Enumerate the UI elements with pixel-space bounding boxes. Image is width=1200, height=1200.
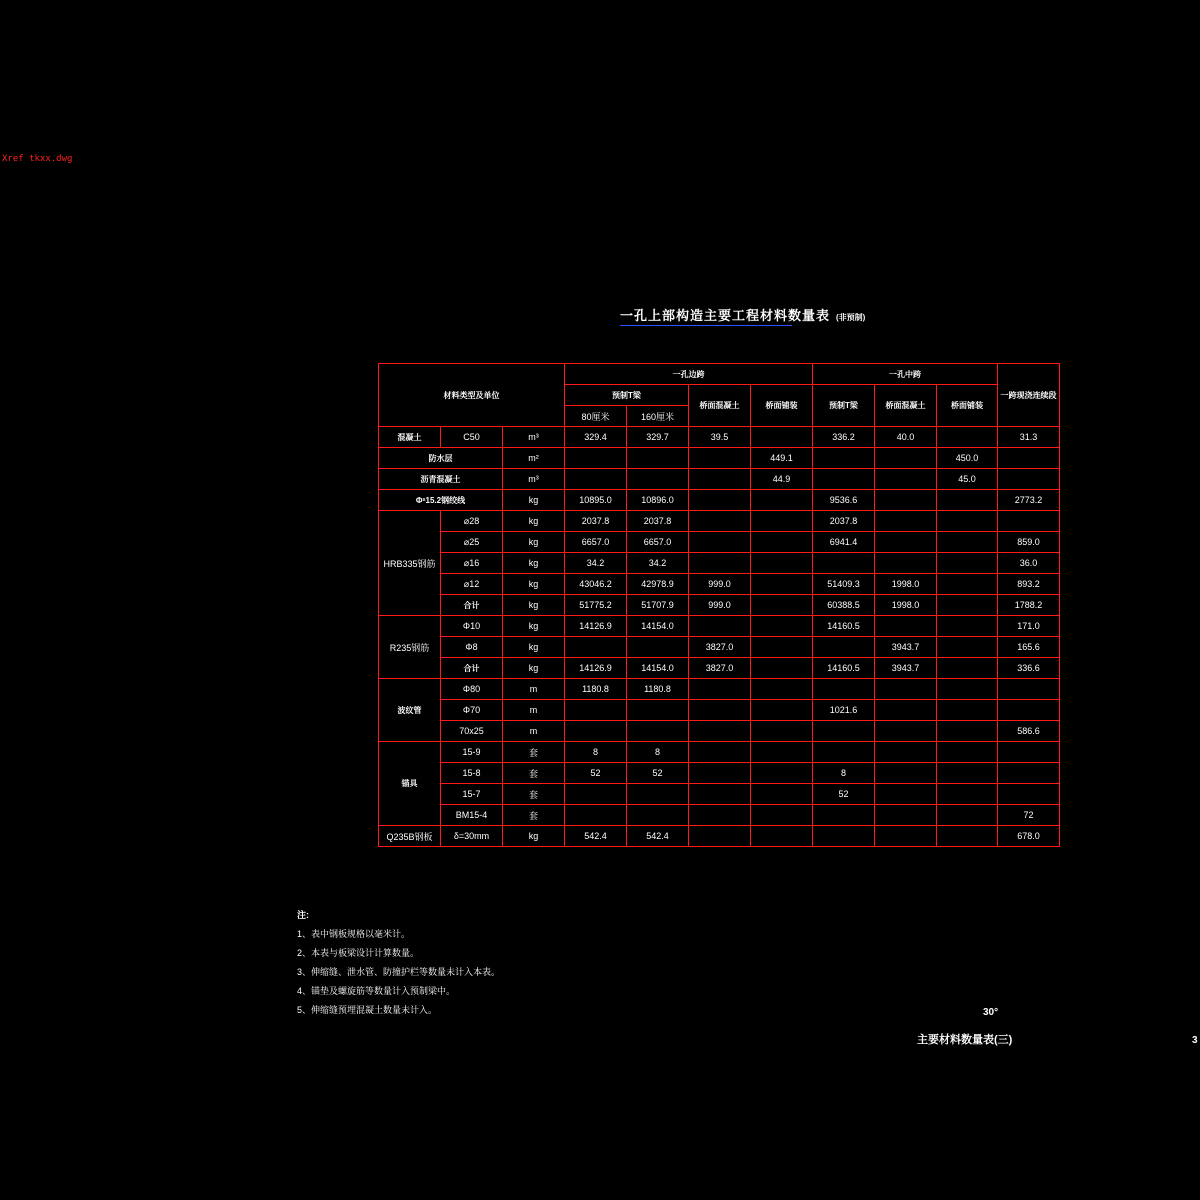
cell: 15-8: [441, 763, 503, 784]
table-row: [379, 805, 1060, 826]
cell: 1788.2: [998, 595, 1060, 616]
cell: [627, 637, 689, 658]
cell: 893.2: [998, 574, 1060, 595]
cell: [937, 826, 998, 847]
header-material: 材料类型及单位: [379, 364, 565, 427]
header-precast-t: 预制T梁: [565, 385, 689, 406]
cell: [813, 637, 875, 658]
cell: [937, 595, 998, 616]
table-row: [379, 637, 1060, 658]
cell: [998, 763, 1060, 784]
cell: 套: [503, 805, 565, 826]
cell: 31.3: [998, 427, 1060, 448]
cell: m: [503, 721, 565, 742]
cell: [875, 448, 937, 469]
cell: δ=30mm: [441, 826, 503, 847]
table-row: [379, 490, 1060, 511]
cell: [813, 469, 875, 490]
cell: [751, 784, 813, 805]
cell: m: [503, 700, 565, 721]
note-item: 2、本表与板梁设计计算数量。: [297, 948, 420, 958]
group-r235: R235钢筋: [379, 616, 441, 679]
cell: 450.0: [937, 448, 998, 469]
table-row: [379, 532, 1060, 553]
page-number: 3: [1192, 1035, 1198, 1046]
table-row: [379, 679, 1060, 700]
cell: [813, 448, 875, 469]
header-deck-waterproof: 桥面铺装: [751, 385, 813, 427]
cell: 套: [503, 742, 565, 763]
cell: [875, 490, 937, 511]
cell: [875, 679, 937, 700]
skew-angle-label: 30°: [983, 1007, 999, 1018]
cell: [565, 637, 627, 658]
cell: 45.0: [937, 469, 998, 490]
cell: 套: [503, 763, 565, 784]
cell: [689, 616, 751, 637]
cell: [565, 448, 627, 469]
cell: 34.2: [565, 553, 627, 574]
cell: [751, 742, 813, 763]
xref-file-label: Xref tkxx.dwg: [2, 154, 73, 164]
header-span-edge: 一孔边跨: [565, 364, 813, 385]
group-anchor: 锚具: [379, 742, 441, 826]
table-row: [379, 448, 1060, 469]
cell: 52: [565, 763, 627, 784]
cell: [813, 553, 875, 574]
group-hrb335: HRB335钢筋: [379, 511, 441, 616]
cell: kg: [503, 637, 565, 658]
cell: [689, 742, 751, 763]
cell: [751, 616, 813, 637]
cell: 999.0: [689, 574, 751, 595]
cell: kg: [503, 826, 565, 847]
cell: 44.9: [751, 469, 813, 490]
cell: [751, 679, 813, 700]
cell: 1180.8: [627, 679, 689, 700]
cell: [751, 826, 813, 847]
table-row: [379, 553, 1060, 574]
note-item: 3、伸缩缝、泄水管、防撞护栏等数量未计入本表。: [297, 967, 501, 977]
cell: [627, 700, 689, 721]
cell: 9536.6: [813, 490, 875, 511]
cell: 2773.2: [998, 490, 1060, 511]
cell: [998, 679, 1060, 700]
cell: [937, 658, 998, 679]
table-row: [379, 574, 1060, 595]
table-row: [379, 595, 1060, 616]
cell: [875, 700, 937, 721]
cell: 套: [503, 784, 565, 805]
cell: [565, 700, 627, 721]
cell: 14126.9: [565, 616, 627, 637]
cell: 52: [813, 784, 875, 805]
cell: [813, 805, 875, 826]
cell: 合计: [441, 658, 503, 679]
cell: 329.7: [627, 427, 689, 448]
cell: 3943.7: [875, 658, 937, 679]
header-mid-deck-waterproof: 桥面铺装: [937, 385, 998, 427]
cell: 14154.0: [627, 616, 689, 637]
cell: 43046.2: [565, 574, 627, 595]
cell: [751, 427, 813, 448]
cell: [565, 469, 627, 490]
cell: 999.0: [689, 595, 751, 616]
cell: 14126.9: [565, 658, 627, 679]
cell: [627, 469, 689, 490]
cell: [937, 721, 998, 742]
cell: [627, 448, 689, 469]
title-underline: [620, 325, 792, 326]
cell: [875, 511, 937, 532]
cell: [875, 616, 937, 637]
header-continuous: 一跨现浇连续段: [998, 364, 1060, 427]
table-title-block: [620, 305, 865, 325]
cell: 3827.0: [689, 637, 751, 658]
cell: 1021.6: [813, 700, 875, 721]
cell: kg: [503, 532, 565, 553]
cell: 防水层: [379, 448, 503, 469]
cell: 449.1: [751, 448, 813, 469]
cell: [875, 805, 937, 826]
table-row: [379, 721, 1060, 742]
cell: 沥青混凝土: [379, 469, 503, 490]
cell: [998, 448, 1060, 469]
cell: 14160.5: [813, 616, 875, 637]
header-span-mid: 一孔中跨: [813, 364, 998, 385]
cell: 39.5: [689, 427, 751, 448]
cell: Φ10: [441, 616, 503, 637]
cell: kg: [503, 595, 565, 616]
cell: 165.6: [998, 637, 1060, 658]
cell: [751, 658, 813, 679]
cell: [875, 742, 937, 763]
cell: [937, 616, 998, 637]
cell: 2037.8: [813, 511, 875, 532]
cell: [751, 721, 813, 742]
cell: [751, 490, 813, 511]
cell: [813, 826, 875, 847]
cell: 14160.5: [813, 658, 875, 679]
cell: 542.4: [627, 826, 689, 847]
cell: 混凝土: [379, 427, 441, 448]
cell: [689, 532, 751, 553]
cell: [937, 679, 998, 700]
cell: [751, 574, 813, 595]
cell: 3943.7: [875, 637, 937, 658]
cell: [565, 784, 627, 805]
cell: m: [503, 679, 565, 700]
cell: [937, 427, 998, 448]
cell: 2037.8: [565, 511, 627, 532]
cell: 10896.0: [627, 490, 689, 511]
table-row: [379, 826, 1060, 847]
cell: [813, 742, 875, 763]
cell: 6657.0: [565, 532, 627, 553]
table-row: [379, 616, 1060, 637]
cell: [751, 511, 813, 532]
cell: ⌀28: [441, 511, 503, 532]
cell: [689, 553, 751, 574]
cell: [998, 511, 1060, 532]
group-duct: 波纹管: [379, 679, 441, 742]
cell: [751, 805, 813, 826]
table-row: [379, 469, 1060, 490]
cell: 2037.8: [627, 511, 689, 532]
cell: [875, 826, 937, 847]
cell: [689, 448, 751, 469]
cell: 6941.4: [813, 532, 875, 553]
table-title-note: (非预制): [836, 313, 866, 322]
table-row: [379, 658, 1060, 679]
cell: kg: [503, 553, 565, 574]
cell: ⌀16: [441, 553, 503, 574]
cell: kg: [503, 658, 565, 679]
cell: 42978.9: [627, 574, 689, 595]
cell: [689, 826, 751, 847]
cell: 14154.0: [627, 658, 689, 679]
cell: [875, 721, 937, 742]
cell: 3827.0: [689, 658, 751, 679]
cell: m³: [503, 469, 565, 490]
material-quantity-table: [378, 363, 1060, 847]
header-len80: 80厘米: [565, 406, 627, 427]
note-item: 4、锚垫及螺旋筋等数量计入预制梁中。: [297, 986, 456, 996]
cell: [813, 679, 875, 700]
cell: [751, 637, 813, 658]
cell: [689, 763, 751, 784]
table-row: [379, 763, 1060, 784]
cell: 36.0: [998, 553, 1060, 574]
cell: [689, 511, 751, 532]
cell: kg: [503, 574, 565, 595]
cell: Φˢ15.2钢绞线: [379, 490, 503, 511]
cell: 15-9: [441, 742, 503, 763]
note-item: 1、表中钢板规格以毫米计。: [297, 929, 411, 939]
cell: 51775.2: [565, 595, 627, 616]
cell: [937, 574, 998, 595]
cell: [937, 532, 998, 553]
table-row: [379, 511, 1060, 532]
cell: [937, 490, 998, 511]
header-mid-precast-t: 预制T梁: [813, 385, 875, 427]
cell: [875, 784, 937, 805]
cell: [689, 784, 751, 805]
cell: 678.0: [998, 826, 1060, 847]
cell: [937, 763, 998, 784]
cell: 10895.0: [565, 490, 627, 511]
note-item: 5、伸缩缝预埋混凝土数量未计入。: [297, 1005, 438, 1015]
cell: [875, 532, 937, 553]
cell: 542.4: [565, 826, 627, 847]
cell: [689, 700, 751, 721]
cell: [875, 763, 937, 784]
cell: 8: [813, 763, 875, 784]
cell: 合计: [441, 595, 503, 616]
cell: [689, 805, 751, 826]
cell: [689, 469, 751, 490]
cell: [937, 511, 998, 532]
cell: 60388.5: [813, 595, 875, 616]
cell: [751, 595, 813, 616]
cell: 15-7: [441, 784, 503, 805]
notes-block: [297, 908, 500, 1022]
cell: 8: [565, 742, 627, 763]
cell: 6657.0: [627, 532, 689, 553]
cell: [813, 721, 875, 742]
cell: [627, 721, 689, 742]
cell: 586.6: [998, 721, 1060, 742]
cell: 336.6: [998, 658, 1060, 679]
header-deck-pave: 桥面混凝土: [689, 385, 751, 427]
table-title: 一孔上部构造主要工程材料数量表: [620, 308, 831, 323]
cell: 51707.9: [627, 595, 689, 616]
cell: Q235B钢板: [379, 826, 441, 847]
cell: [875, 553, 937, 574]
table-row: [379, 742, 1060, 763]
cell: 859.0: [998, 532, 1060, 553]
cell: 329.4: [565, 427, 627, 448]
cell: Φ80: [441, 679, 503, 700]
cell: BM15-4: [441, 805, 503, 826]
cell: Φ8: [441, 637, 503, 658]
cell: 8: [627, 742, 689, 763]
cell: [751, 763, 813, 784]
cell: 72: [998, 805, 1060, 826]
cell: [937, 700, 998, 721]
cell: [565, 721, 627, 742]
cell: 1180.8: [565, 679, 627, 700]
cell: [689, 490, 751, 511]
cell: ⌀25: [441, 532, 503, 553]
cell: [751, 553, 813, 574]
cell: [689, 679, 751, 700]
cell: [937, 805, 998, 826]
header-len160: 160厘米: [627, 406, 689, 427]
cell: 336.2: [813, 427, 875, 448]
cell: [689, 721, 751, 742]
cell: [751, 700, 813, 721]
header-mid-deck-pave: 桥面混凝土: [875, 385, 937, 427]
table-row: [379, 700, 1060, 721]
cell: ⌀12: [441, 574, 503, 595]
cell: 171.0: [998, 616, 1060, 637]
cell: C50: [441, 427, 503, 448]
cell: 1998.0: [875, 574, 937, 595]
cell: m²: [503, 448, 565, 469]
cell: 51409.3: [813, 574, 875, 595]
cell: [875, 469, 937, 490]
cell: 40.0: [875, 427, 937, 448]
cell: kg: [503, 490, 565, 511]
cell: [937, 742, 998, 763]
cell: kg: [503, 511, 565, 532]
notes-heading: 注:: [297, 910, 309, 920]
cell: [937, 637, 998, 658]
cell: [937, 553, 998, 574]
cell: [937, 784, 998, 805]
cell: m³: [503, 427, 565, 448]
cell: Φ70: [441, 700, 503, 721]
table-row: [379, 784, 1060, 805]
cell: [998, 742, 1060, 763]
cell: 1998.0: [875, 595, 937, 616]
cell: kg: [503, 616, 565, 637]
cell: [627, 784, 689, 805]
cell: [565, 805, 627, 826]
cell: [998, 469, 1060, 490]
cell: [998, 784, 1060, 805]
cell: 52: [627, 763, 689, 784]
cell: 70x25: [441, 721, 503, 742]
sheet-title: 主要材料数量表(三): [917, 1034, 1013, 1046]
cell: [751, 532, 813, 553]
cell: 34.2: [627, 553, 689, 574]
table-row: [379, 427, 1060, 448]
cell: [998, 700, 1060, 721]
cell: [627, 805, 689, 826]
